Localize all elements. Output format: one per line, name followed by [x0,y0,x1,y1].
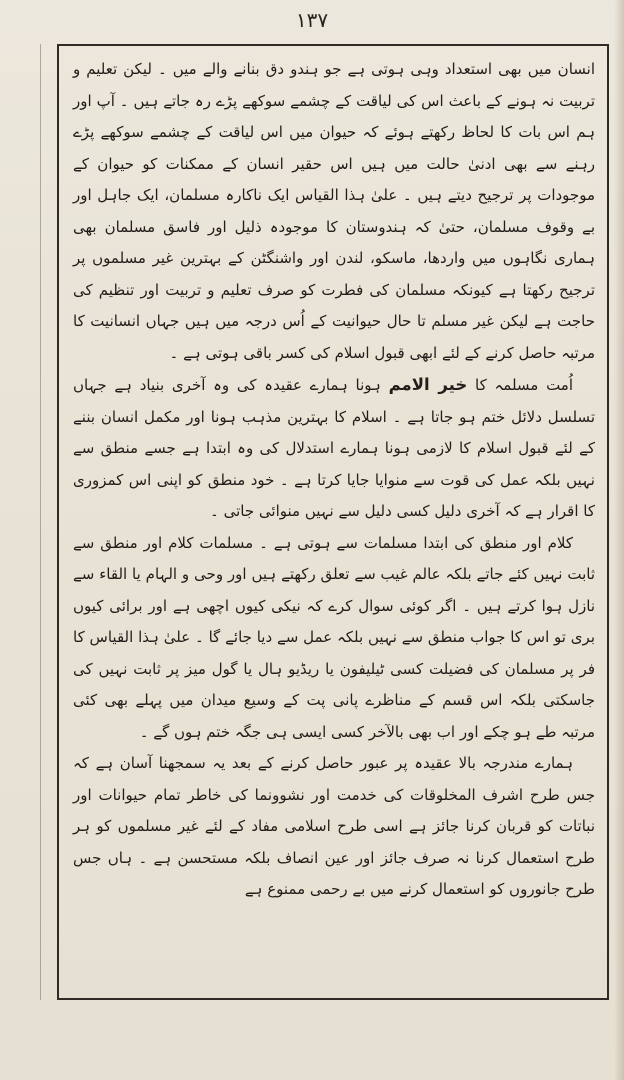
page-number: ۱۳۷ [295,8,329,32]
paragraph-2-rest: ہونا ہمارے عقیدہ کی وہ آخری بنیاد ہے جہاں تسلسل دلائل ختم ہو جاتا ہے ۔ اسلام کا بہترین مذہب ہونا اور مکمل انسان بننے کے لئے قبول اسلام کا لازمی ہونا ہمارے استدلال کی وہ ابتدا ہے جسے منطق سے نہیں بلکہ عمل کی قوت سے منوایا جایا کرتا ہے ۔ خود منطق کو اپنی اس کمزوری کا اقرار ہے کہ آخری دلیل کسی دلیل سے نہیں منوائی جاتی ۔ [73,376,595,520]
paragraph-4: ہمارے مندرجہ بالا عقیدہ پر عبور حاصل کرنے کے بعد یہ سمجھنا آسان ہے کہ جس طرح اشرف المخلوقات کی خدمت اور نشوونما کی خاطر تمام حیوانات اور نباتات کو قربان کرنا جائز ہے اسی طرح اسلامی مفاد کے لئے غیر مسلموں کو ہر طرح استعمال کرنا نہ صرف جائز اور عین انصاف بلکہ مستحسن ہے ۔ ہاں جس طرح جانوروں کو استعمال کرنے میں بے رحمی ممنوع ہے [73,754,595,898]
paragraph-2-start: اُمت مسلمہ کا [467,376,574,394]
margin-rule [40,44,41,1000]
page-edge-shadow [614,0,624,1080]
text-frame [57,44,609,1000]
text-body [73,54,595,906]
paragraph-2 [73,369,595,528]
paragraph-3: کلام اور منطق کی ابتدا مسلمات سے ہوتی ہے ۔ مسلمات کلام اور منطق سے ثابت نہیں کئے جاتے بلکہ عالم غیب سے تعلق رکھتے ہیں اور وحی و الہام یا القاء سے نازل ہوا کرتے ہیں ۔ اگر کوئی سوال کرے کہ نیکی کیوں اچھی ہے اور برائی کیوں بری تو اس کا جواب منطق سے نہیں بلکہ عمل سے دیا جائے گا ۔ علیٰ ہذا القیاس کا فر پر مسلمان کی فضیلت کسی ٹیلیفون یا ریڈیو ہال یا گول میز پر ثابت نہیں کی جاسکتی بلکہ اس قسم کے مناظرے پانی پت کے وسیع میدان میں پہلے بھی کئی مرتبہ طے ہو چکے اور اب بھی بالآخر کسی ایسی ہی جگہ ختم ہوں گے ۔ [73,533,595,741]
emphasized-phrase: خیر الامم [388,375,468,394]
paragraph-1: انسان میں بھی استعداد وہی ہوتی ہے جو ہندو دق بنانے والے میں ۔ لیکن تعلیم و تربیت نہ ہونے کے باعث اس کی لیاقت کے چشمے سوکھے پڑے رہ جاتے ہیں ۔ آپ اور ہم اس بات کا لحاظ رکھتے ہوئے کہ حیوان میں اس لیاقت کے چشمے سوکھے پڑے رہنے سے بھی ادنیٰ حالت میں ہیں اس حقیر انسان کے ممکنات کو حیوان کے موجودات پر ترجیح دیتے ہیں ۔ علیٰ ہذا القیاس ایک ناکارہ مسلمان، ایک جاہل اور بے وقوف مسلمان، حتیٰ کہ ہندوستان کا موجودہ ذلیل اور فاسق مسلمان بھی ہماری نگاہوں میں واردھا، ماسکو، لندن اور واشنگٹن کے بہترین غیر مسلموں پر ترجیح رکھتا ہے کیونکہ مسلمان کی فطرت کو صرف تعلیم و تربیت اور تنظیم کی حاجت ہے لیکن غیر مسلم تا حال حیوانیت کے اُس درجہ میں ہیں جہاں انسانیت کا مرتبہ حاصل کرنے کے لئے ابھی قبول اسلام کی کسر باقی ہوتی ہے ۔ [73,60,595,362]
